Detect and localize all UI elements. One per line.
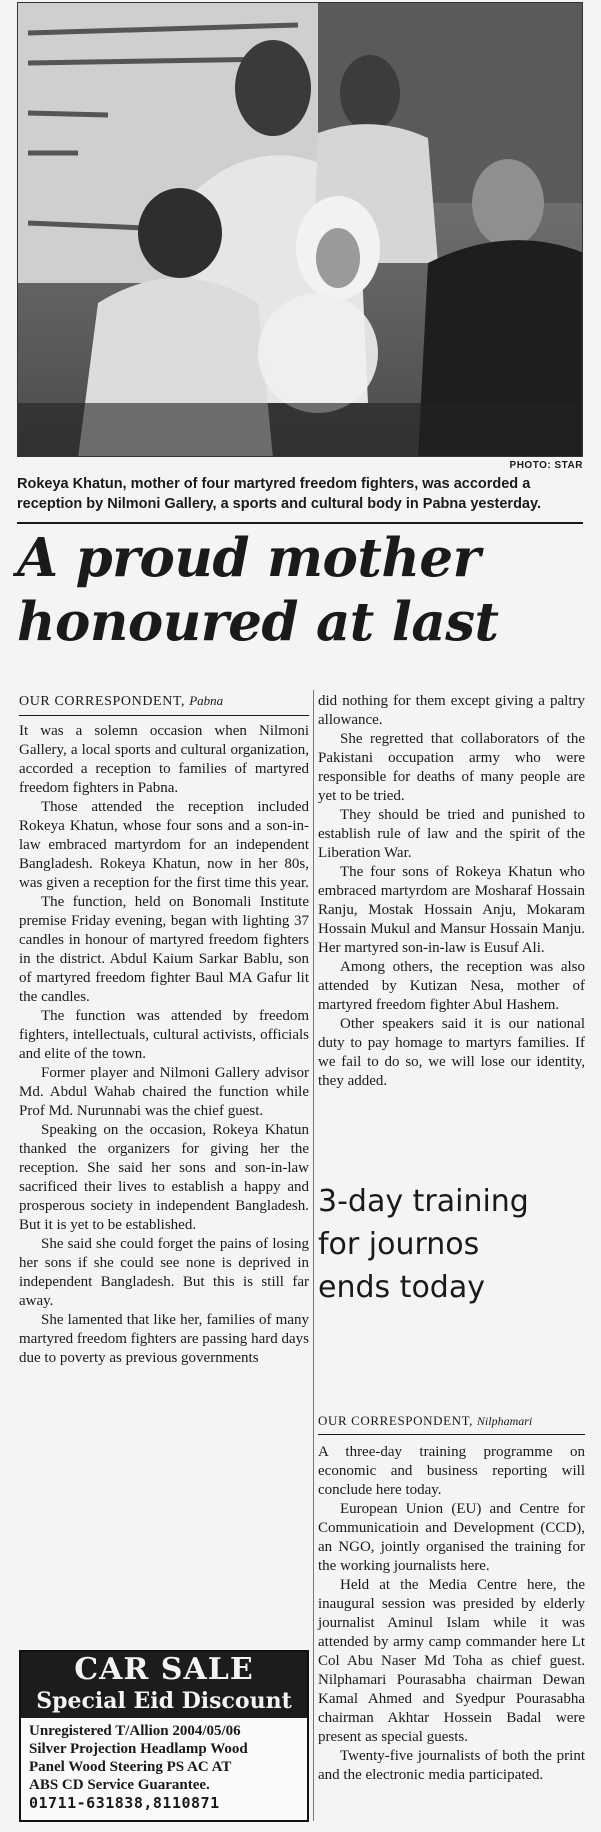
article-headline [17, 526, 583, 654]
person-left-head [138, 188, 222, 278]
car-sale-ad [19, 1650, 309, 1822]
ad-line: ABS CD Service Guarantee. [29, 1777, 210, 1793]
headline-line-3: ends today [318, 1270, 485, 1305]
paragraph: Other speakers said it is our national duty to pay homage to martyrs families. If we fail to do so, we will lose our identity, they added. [318, 1016, 585, 1089]
headline-line-1: 3-day training [318, 1184, 529, 1219]
paragraph: Held at the Media Centre here, the inaugural session was presided by elderly journalist Aminul Islam while it was attended by army camp commander here Lt Col Abu Naser Md Toha as chief guest. Nilphamari Pourasabha chairman Dewan Kamal Ahmed and Syedpur Pourasabha chairman Akhtar Hossein Badal were present as special guests. [318, 1577, 585, 1745]
news-photo [17, 2, 583, 457]
ad-line: Unregistered T/Allion 2004/05/06 [29, 1723, 241, 1739]
byline-author: OUR CORRESPONDENT, [318, 1413, 474, 1428]
person-center-head [235, 40, 311, 136]
byline-divider [318, 1434, 585, 1435]
paragraph: The four sons of Rokeya Khatun who embraced martyrdom are Mosharaf Hossain Ranju, Mostak Hossain Anju, Mokaram Hossain Mukul and Mansur Hossain Manju. Her martyred son-in-law is Eusuf Ali. [318, 864, 585, 956]
paragraph: She lamented that like her, families of many martyred freedom fighters are passing hard days due to poverty as previous governments [19, 1312, 309, 1366]
paragraph: The function, held on Bonomali Institute premise Friday evening, began with lighting 37 candles in honour of martyred freedom fighters in the district. Abdul Kaium Sarkar Bablu, son of martyred freedom fighter Baul MA Gafur lit the candles. [19, 894, 309, 1005]
paragraph: She said she could forget the pains of losing her sons if she could see none is deprived in independent Bangladesh. But this is still far away. [19, 1236, 309, 1309]
caption-divider [17, 522, 583, 524]
article-body-left [19, 722, 309, 1368]
article2-headline [318, 1180, 585, 1309]
paragraph: Twenty-five journalists of both the print and the electronic media participated. [318, 1748, 585, 1783]
article2-body [318, 1443, 585, 1785]
paragraph: The function was attended by freedom fighters, intellectuals, cultural activists, officials and elite of the town. [19, 1008, 309, 1062]
paragraph: A three-day training programme on economic and business reporting will conclude here today. [318, 1444, 585, 1498]
column-divider [313, 690, 314, 1821]
flower-garland [258, 293, 378, 413]
article-body-right [318, 692, 585, 1091]
person-right-head [340, 55, 400, 131]
headline-line-2: honoured at last [17, 591, 499, 653]
headline-line-1: A proud mother [17, 527, 481, 589]
paragraph: Speaking on the occasion, Rokeya Khatun thanked the organizers for giving her the reception. She said her sons and son-in-law sacrificed their lives to establish a happy and prosperous society in independent Bangladesh. But it is yet to be established. [19, 1122, 309, 1233]
paragraph: She regretted that collaborators of the Pakistani occupation army who were responsible for deaths of many people are yet to be tried. [318, 731, 585, 804]
byline-divider [19, 715, 309, 716]
ad-title: CAR SALE [74, 1652, 254, 1687]
ad-line: Silver Projection Headlamp Wood [29, 1741, 248, 1757]
byline-place: Nilphamari [476, 1414, 533, 1428]
photo-credit: PHOTO: STAR [509, 460, 583, 471]
paragraph: European Union (EU) and Centre for Communicatioin and Development (CCD), an NGO, jointly organised the training for the working journalists here. [318, 1501, 585, 1574]
paragraph: Those attended the reception included Rokeya Khatun, whose four sons and a son-in-law embraced martyrdom for an independent Bangladesh. Rokeya Khatun, now in her 80s, was given a reception for the first time this year. [19, 799, 309, 891]
ad-title-band [21, 1652, 307, 1718]
photo-illustration [18, 3, 583, 457]
byline-author: OUR CORRESPONDENT, [19, 694, 186, 709]
paragraph: Former player and Nilmoni Gallery advisor Md. Abdul Wahab chaired the function while Prof Md. Nurunnabi was the chief guest. [19, 1065, 309, 1119]
person-far-right-head [472, 159, 544, 247]
article2-byline [318, 1413, 585, 1429]
paragraph: did nothing for them except giving a paltry allowance. [318, 693, 585, 728]
byline-place: Pabna [189, 693, 224, 708]
ad-body [21, 1718, 307, 1812]
ad-line: Panel Wood Steering PS AC AT [29, 1759, 232, 1775]
ad-phone: 01711-631838,8110871 [29, 1794, 220, 1812]
headline-line-2: for journos [318, 1227, 480, 1262]
ad-subtitle: Special Eid Discount [36, 1688, 292, 1714]
article-byline [19, 693, 309, 710]
paragraph: They should be tried and punished to establish rule of law and the spirit of the Liberation War. [318, 807, 585, 861]
photo-caption: Rokeya Khatun, mother of four martyred freedom fighters, was accorded a reception by Nilmoni Gallery, a sports and cultural body in Pabna yesterday. [17, 476, 542, 512]
paragraph: Among others, the reception was also attended by Kutizan Nesa, mother of martyred freedom fighter Abul Hashem. [318, 959, 585, 1013]
paragraph: It was a solemn occasion when Nilmoni Gallery, a local sports and cultural organization, accorded a reception to families of martyred freedom fighters in Pabna. [19, 723, 309, 796]
